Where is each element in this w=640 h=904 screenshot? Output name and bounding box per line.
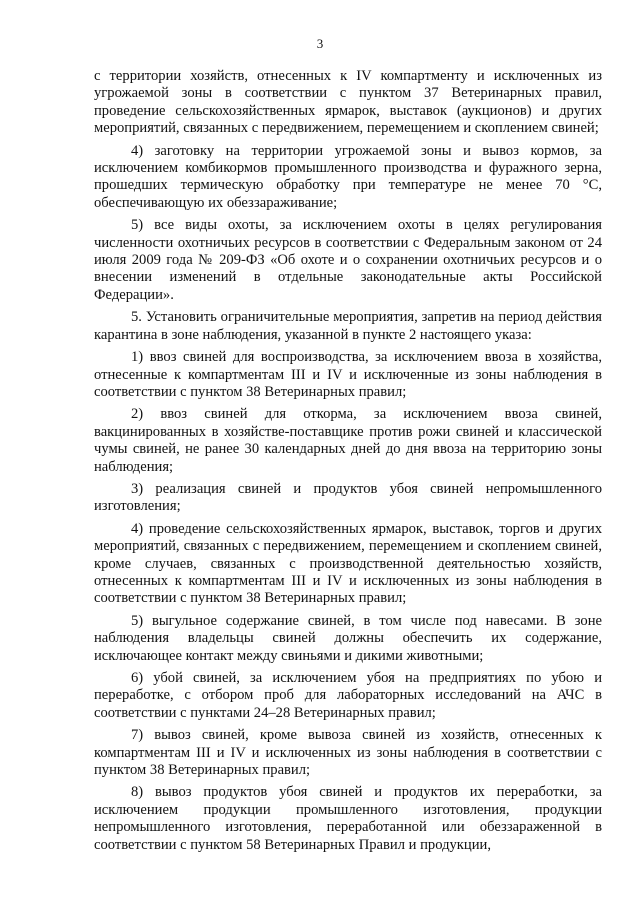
paragraph: 4) проведение сельскохозяйственных ярмарок, выставок, торгов и других мероприятий, связанных с передвижением, перемещением и скоплением свиней, кроме случаев, связанных с производственной деятельностью хозяйств, отнесенных к компартментам III и IV и исключенных из зоны наблюдения в соответствии с пунктом 38 Ветеринарных правил; <box>94 520 602 607</box>
paragraph: 1) ввоз свиней для воспроизводства, за исключением ввоза в хозяйства, отнесенные к компартментам III и IV и исключенные из зоны наблюдения в соответствии с пунктом 38 Ветеринарных правил; <box>94 349 602 400</box>
paragraph: 2) ввоз свиней для откорма, за исключением ввоза свиней, вакцинированных в хозяйстве-поставщике против рожи свиней и классической чумы свиней, не ранее 30 календарных дней до дня ввоза на территорию зоны наблюдения; <box>94 406 602 475</box>
paragraph: 7) вывоз свиней, кроме вывоза свиней из хозяйств, отнесенных к компартментам III и IV и исключенных из зоны наблюдения в соответствии с пунктом 38 Ветеринарных правил; <box>94 727 602 779</box>
paragraph: 5. Установить ограничительные мероприятия, запретив на период действия карантина в зоне наблюдения, указанной в пункте 2 настоящего указа: <box>94 309 602 343</box>
paragraph: 6) убой свиней, за исключением убоя на предприятиях по убою и переработке, с отбором проб для лабораторных исследований на АЧС в соответствии с пунктами 24–28 Ветеринарных правил; <box>94 670 602 721</box>
page-number: 3 <box>316 36 324 51</box>
paragraph: 5) все виды охоты, за исключением охоты в целях регулирования численности охотничьих ресурсов в соответствии с Федеральным законом от 24 июля 2009 года № 209-ФЗ «Об охоте и о сохранении охотничьих ресурсов и о внесении изменений в отдельные законодательные акты Российской Федерации». <box>94 217 602 303</box>
paragraph: 5) выгульное содержание свиней, в том числе под навесами. В зоне наблюдения владельцы свиней должны обеспечить их содержание, исключающее контакт между свиньями и дикими животными; <box>94 612 602 664</box>
paragraph: 4) заготовку на территории угрожаемой зоны и вывоз кормов, за исключением комбикормов промышленного производства и фуражного зерна, прошедших термическую обработку при температуре не менее 70 °С, обеспечивающую их обеззараживание; <box>94 142 602 211</box>
document-body <box>94 68 602 854</box>
paragraph: 8) вывоз продуктов убоя свиней и продуктов их переработки, за исключением продукции промышленного изготовления, продукции непромышленного изготовления, переработанной или обеззараженной в соответствии с пунктом 58 Ветеринарных Правил и продукции, <box>94 784 602 853</box>
paragraph: 3) реализация свиней и продуктов убоя свиней непромышленного изготовления; <box>94 480 602 515</box>
paragraph: с территории хозяйств, отнесенных к IV компартменту и исключенных из угрожаемой зоны в соответствии с пунктом 37 Ветеринарных правил, проведение сельскохозяйственных ярмарок, выставок (аукционов) и других мероприятий, связанных с передвижением, перемещением и скоплением свиней; <box>94 68 602 137</box>
